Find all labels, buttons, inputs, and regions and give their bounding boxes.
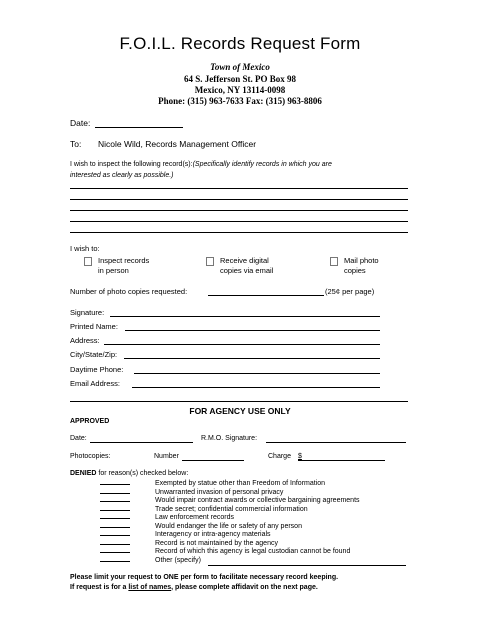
rmo-signature-label: R.M.O. Signature: — [201, 435, 258, 442]
photo-copies-label: Number of photo copies requested: — [70, 287, 188, 296]
reason-text: Interagency or intra-agency materials — [155, 531, 271, 538]
reason-check-line[interactable] — [100, 510, 130, 511]
reason-row[interactable] — [100, 497, 130, 504]
inspect-text-italic-1: (Specifically identify records in which you are — [192, 161, 332, 168]
dollar-sign: $ — [298, 453, 302, 460]
reason-check-line[interactable] — [100, 552, 130, 553]
records-line-2[interactable] — [70, 199, 408, 200]
reason-check-line[interactable] — [100, 518, 130, 519]
city-state-zip-label: City/State/Zip: — [70, 350, 118, 359]
daytime-phone-label: Daytime Phone: — [70, 365, 124, 374]
reason-row[interactable] — [100, 506, 130, 513]
footer-limit-note: Please limit your request to ONE per form to facilitate necessary record keeping. — [70, 574, 339, 581]
photo-copies-price: (25¢ per page) — [325, 287, 375, 296]
photo-copies-field[interactable] — [208, 295, 324, 296]
signature-label: Signature: — [70, 308, 105, 317]
checkbox-icon[interactable] — [206, 257, 214, 266]
address-field[interactable] — [104, 344, 380, 345]
rmo-signature-field[interactable] — [266, 442, 406, 443]
date-label: Date: — [70, 118, 91, 128]
checkbox-icon[interactable] — [84, 257, 92, 266]
reason-text: Record is not maintained by the agency — [155, 539, 278, 547]
form-title: F.O.I.L. Records Request Form — [119, 34, 361, 53]
reason-row[interactable] — [100, 540, 130, 547]
reason-row[interactable] — [100, 514, 130, 521]
inspect-text: I wish to inspect the following record(s): — [70, 161, 193, 168]
reason-check-line[interactable] — [100, 527, 130, 528]
records-line-4[interactable] — [70, 221, 408, 222]
photocopies-label: Photocopies: — [70, 453, 111, 460]
option-mail[interactable]: Mail photo copies — [330, 256, 338, 266]
town-address-line2: Mexico, NY 13114-0098 — [194, 85, 286, 95]
town-address-line1: 64 S. Jefferson St. PO Box 98 — [184, 74, 296, 84]
agency-date-field[interactable] — [90, 442, 193, 443]
checkbox-icon[interactable] — [330, 257, 338, 266]
charge-label: Charge — [268, 453, 291, 460]
printed-name-label: Printed Name: — [70, 322, 118, 331]
inspect-text-italic-2: interested as clearly as possible.) — [70, 172, 174, 179]
reason-check-line[interactable] — [100, 484, 130, 485]
denied-heading — [70, 470, 188, 477]
denied-instruction: for reason(s) checked below: — [96, 470, 189, 477]
charge-field[interactable] — [298, 460, 385, 461]
footer-affidavit-note: If request is for a list of names, please complete affidavit on the next page. — [70, 584, 318, 591]
reason-text: Other (specify) — [155, 556, 201, 564]
email-address-label: Email Address: — [70, 379, 121, 388]
inspect-instructions — [70, 161, 332, 168]
reason-text: Record of which this agency is legal custodian cannot be found — [155, 548, 351, 555]
option-digital[interactable]: Receive digital copies via email — [206, 256, 214, 266]
reason-check-line[interactable] — [100, 493, 130, 494]
reason-check-line[interactable] — [100, 561, 130, 562]
reason-text: Trade secret; confidential commercial information — [155, 505, 308, 513]
approved-label: APPROVED — [70, 418, 110, 425]
date-field[interactable] — [95, 127, 183, 128]
list-of-names-link[interactable]: list of names — [128, 584, 172, 591]
printed-name-field[interactable] — [125, 330, 380, 331]
email-address-field[interactable] — [132, 387, 380, 388]
reason-text: Law enforcement records — [155, 514, 234, 521]
reason-check-line[interactable] — [100, 501, 130, 502]
reason-text: Exempted by statue other than Freedom of Information — [155, 480, 326, 487]
agency-divider — [70, 401, 408, 402]
town-name: Town of Mexico — [210, 62, 270, 72]
daytime-phone-field[interactable] — [134, 373, 380, 374]
number-field[interactable] — [182, 460, 244, 461]
to-label: To: — [70, 139, 82, 149]
reason-row[interactable] — [100, 548, 130, 555]
to-recipient: Nicole Wild, Records Management Officer — [98, 139, 257, 149]
agency-date-label: Date: — [70, 435, 87, 442]
denied-label: DENIED — [70, 470, 97, 477]
reason-row[interactable] — [100, 489, 130, 496]
reason-text: Would impair contract awards or collective bargaining agreements — [155, 497, 360, 504]
reason-check-line[interactable] — [100, 535, 130, 536]
other-specify-field[interactable] — [208, 565, 406, 566]
reason-text: Unwarranted invasion of personal privacy — [155, 488, 284, 496]
city-state-zip-field[interactable] — [124, 358, 380, 359]
reason-check-line[interactable] — [100, 544, 130, 545]
wish-to-label: I wish to: — [70, 244, 100, 253]
number-label: Number — [154, 453, 179, 460]
agency-header: FOR AGENCY USE ONLY — [189, 406, 291, 416]
records-line-1[interactable] — [70, 188, 408, 189]
records-line-5[interactable] — [70, 232, 408, 233]
reason-row[interactable] — [100, 531, 130, 538]
reason-row[interactable] — [100, 557, 130, 564]
option-inspect[interactable]: Inspect records in person — [84, 256, 92, 266]
records-line-3[interactable] — [70, 210, 408, 211]
address-label: Address: — [70, 336, 100, 345]
reason-row[interactable] — [100, 523, 130, 530]
reason-text: Would endanger the life or safety of any person — [155, 522, 302, 530]
town-phone-fax: Phone: (315) 963-7633 Fax: (315) 963-8806 — [158, 96, 322, 106]
reason-row[interactable] — [100, 480, 130, 487]
signature-field[interactable] — [110, 316, 380, 317]
